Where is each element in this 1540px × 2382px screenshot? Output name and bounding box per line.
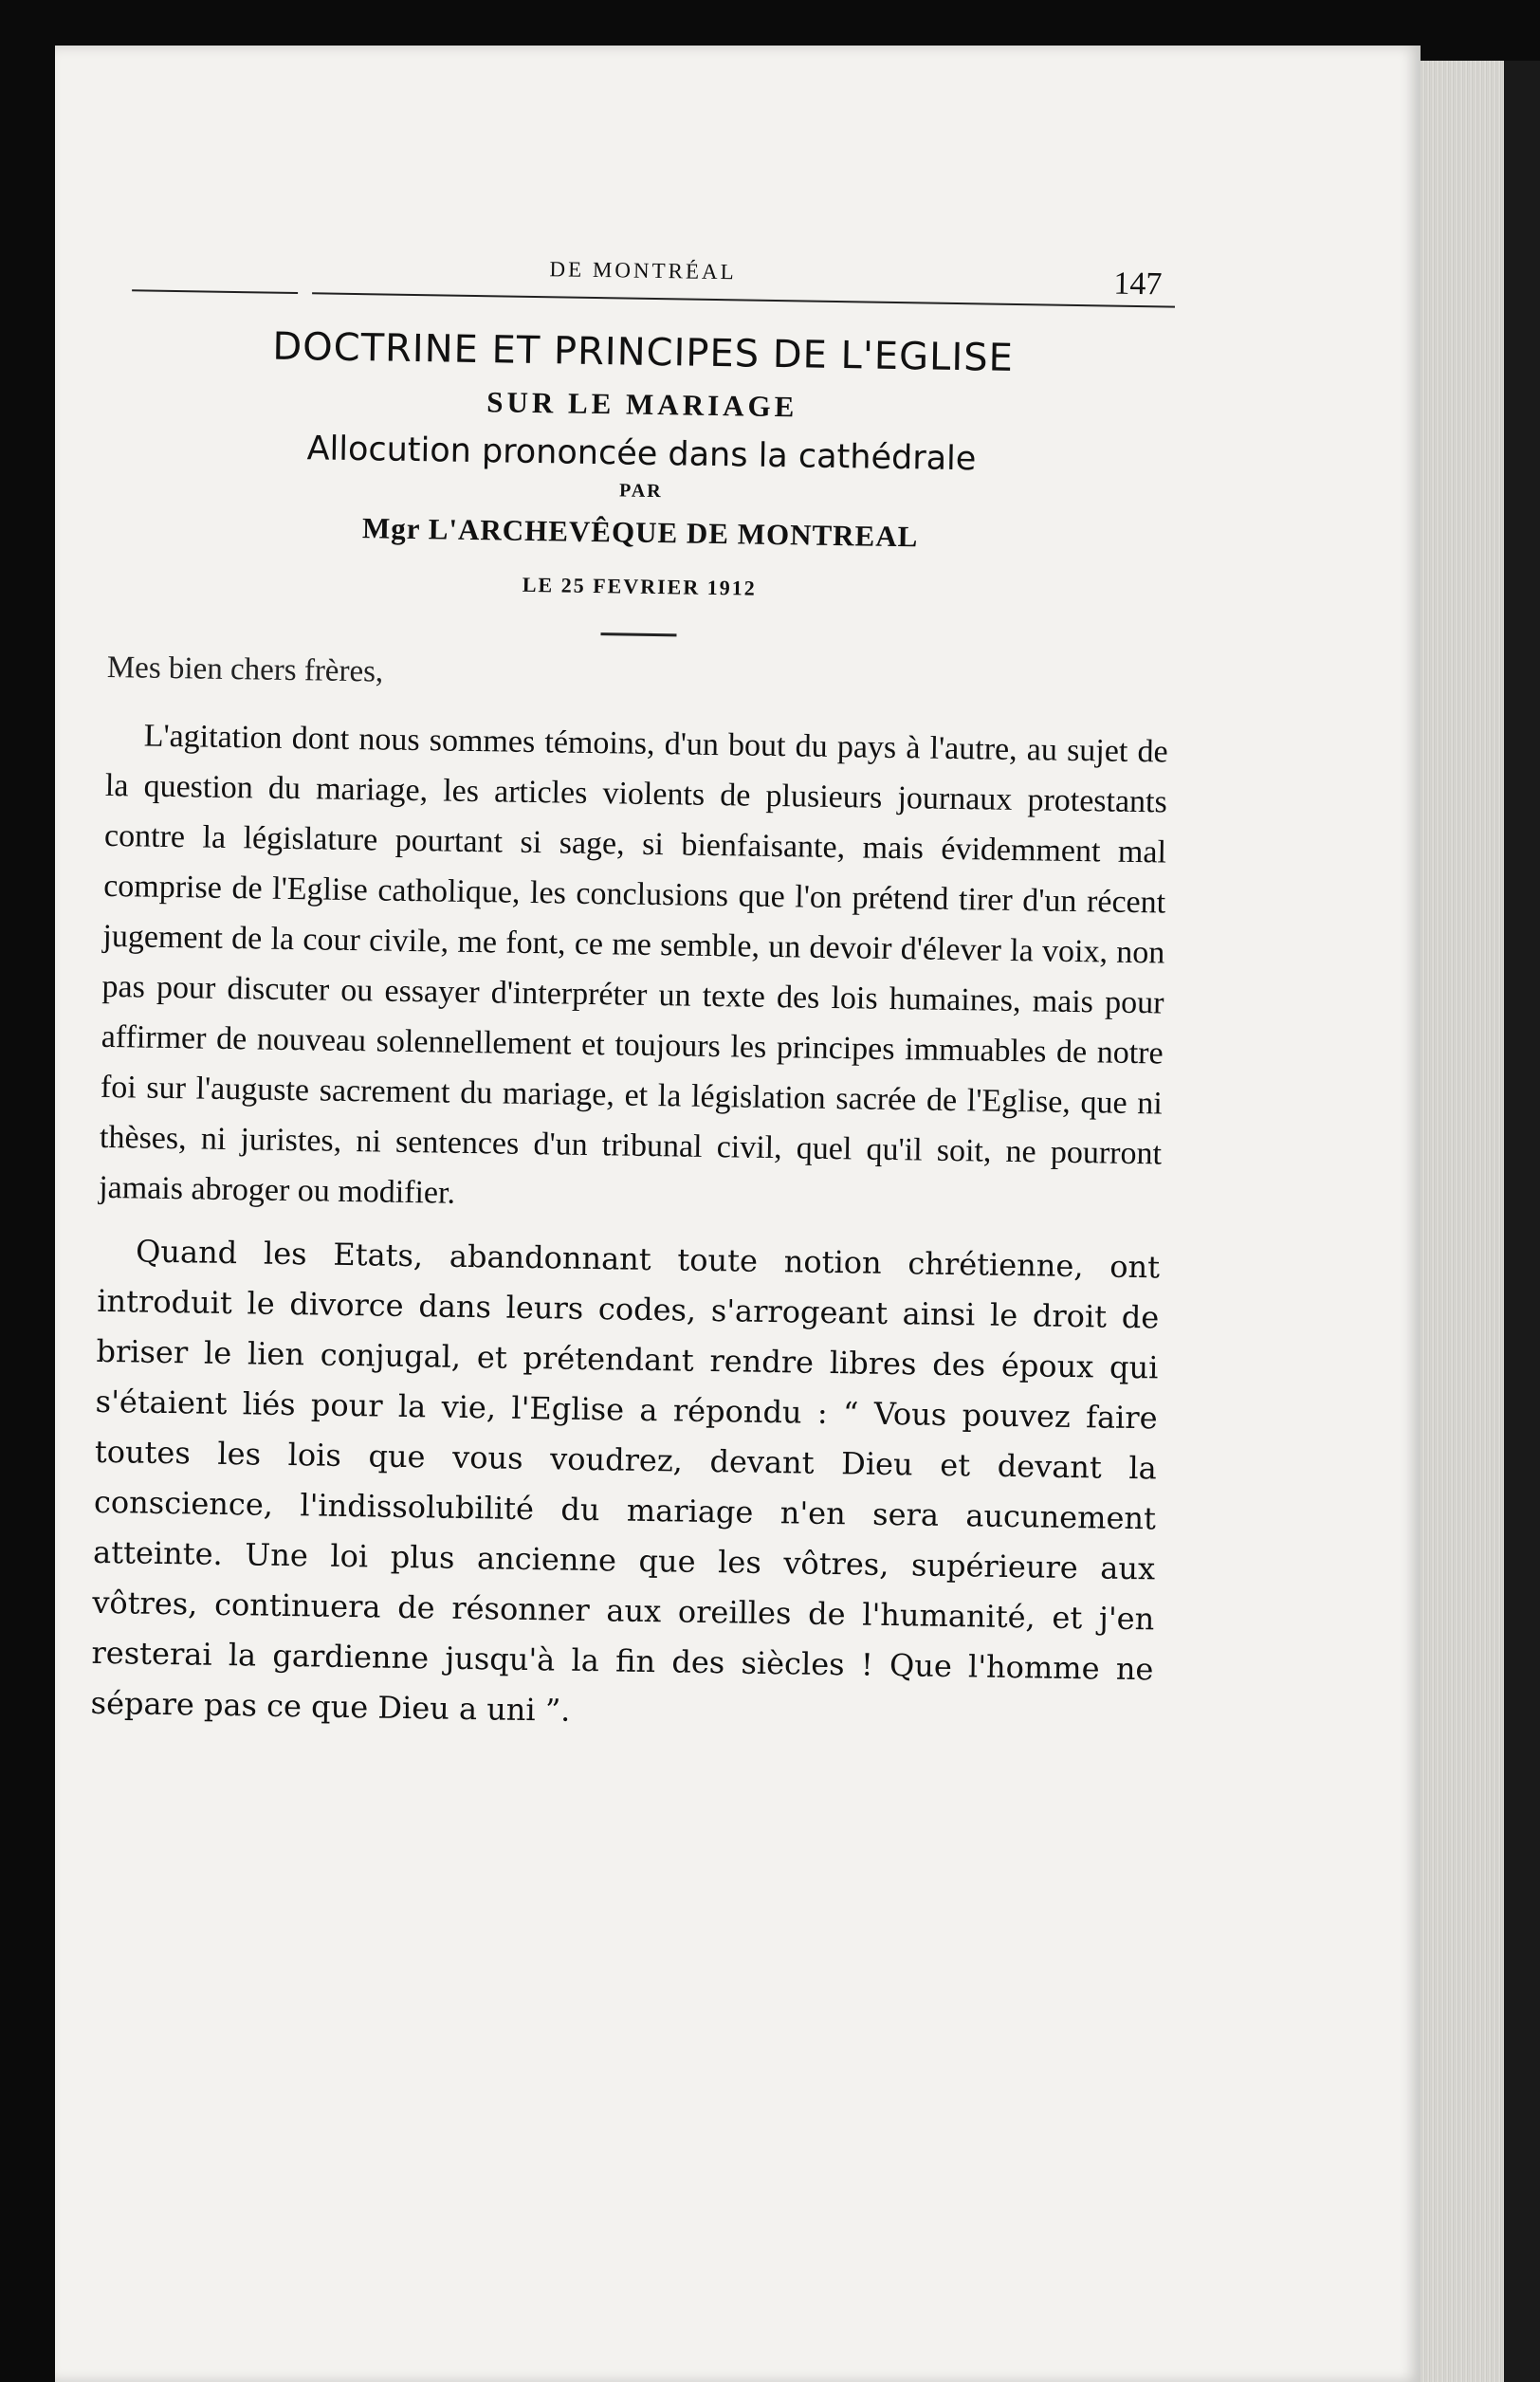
par-line: PAR — [618, 480, 663, 503]
date-line: LE 25 FEVRIER 1912 — [522, 572, 757, 600]
header-rule-right — [312, 292, 1175, 307]
allocution-line: Allocution prononcée dans la cathédrale — [306, 430, 977, 479]
article-title: DOCTRINE ET PRINCIPES DE L'EGLISE — [272, 324, 1015, 380]
page-edge-shadow — [1504, 61, 1540, 2382]
page-edges — [1421, 61, 1504, 2382]
header-rule-left — [132, 289, 298, 294]
running-head: DE MONTRÉAL — [549, 257, 737, 284]
section-divider — [600, 632, 676, 636]
author-line: Mgr L'ARCHEVÊQUE DE MONTREAL — [361, 511, 919, 554]
salutation: Mes bien chers frères, — [106, 650, 384, 689]
paragraph-2: Quand les Etats, abandonnant toute notion chrétienne, ont introduit le divorce dans leurs codes, s'arrogeant ainsi le droit de briser le lien conjugal, et prétendant rendre libres des époux qui s'étaient liés pour la vie, l'Eglise a répondu : “ Vous pouvez faire toutes les lois que vous voudrez, devant Dieu et devant la conscience, l'indissolubilité du mariage n'en sera aucunement atteinte. Une loi plus ancienne que les vôtres, supérieure aux vôtres, continuera de résonner aux oreilles de l'humanité, et j'en resterai la gardienne jusqu'à la fin des siècles ! Que l'homme ne sépare pas ce que Dieu a uni ”. — [90, 1233, 1161, 1729]
article-subtitle: SUR LE MARIAGE — [486, 385, 798, 424]
paragraph-1: L'agitation dont nous sommes témoins, d'un bout du pays à l'autre, au sujet de la question du mariage, les articles violents de plusieurs journaux protestants contre la législature pourtant si sage, si bienfaisante, mais évidemment mal comprise de l'Eglise catholique, les conclusions que l'on prétend tirer d'un récent jugement de la cour civile, me font, ce me semble, un devoir d'élever la voix, non pas pour discuter ou essayer d'interpréter un texte des lois humaines, mais pour affirmer de nouveau solennellement et toujours les principes immuables de notre foi sur l'auguste sacrement du mariage, et la législation sacrée de l'Eglise, que ni thèses, ni juristes, ni sentences d'un tribunal civil, quel qu'il soit, ne pourront jamais abroger ou modifier. — [98, 718, 1168, 1211]
page-content — [90, 237, 1176, 1745]
page-number: 147 — [1113, 266, 1163, 302]
